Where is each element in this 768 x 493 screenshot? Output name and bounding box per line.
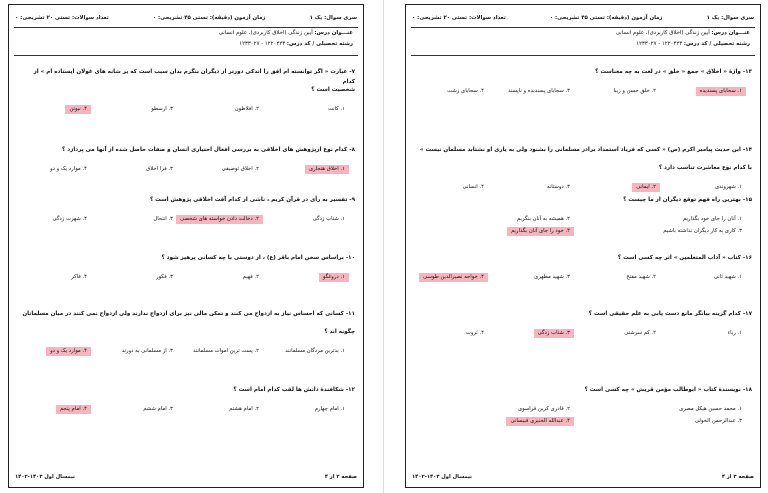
question-text: ۱۸- نویسندهٔ کتاب « ابوطالب مؤمن قریش » چه کسی است ؟ [584,387,752,393]
answer-option-selected: ۳. شتاب زدگی [534,329,574,338]
semester-label: نیمسال اول ۱۴۰۳-۱۴۰۲ [15,474,75,480]
semester-label: نیمسال اول ۱۴۰۳-۱۴۰۲ [412,474,472,480]
question-text: ۸- کدام نوع ازپژوهش های اخلاقی به بررسی افعال اختیاری انسان و صفات حاصل شده از آنها می پردازد ؟ [62,147,355,153]
answer-option: ۲. قادری کرین قراسوی [517,406,570,412]
answer-option: ۲. خلق حسن و زیبا [613,88,656,94]
course-label: عنـــوان درس: [711,30,750,36]
answer-option-selected: ۴. نیوتن [65,105,91,114]
question-text: ۱۲- شکافندهٔ دانش ها لقب کدام امام است ؟ [233,387,355,393]
question-text: ۱۶- کتاب « آداب المتعلمین » اثر چه کسی است ؟ [617,255,752,261]
header-bar [15,10,357,26]
answer-option: ۴. ثروت [465,330,484,336]
course-label: عنـــوان درس: [314,30,353,36]
answer-option: ۱. آنان را جای خود بگذاریم [682,216,742,222]
answer-options [17,165,355,177]
course-title: آیین زندگی (اخلاق کاربردی)، علوم انسانی [615,30,710,36]
question-text-cont: چگونه اند ؟ [324,329,355,335]
question-text-cont: شخصیت است ؟ [311,87,355,93]
answer-options [17,105,355,117]
answer-option: ۳. فکور [156,274,173,280]
header-rule [14,27,358,28]
question-count: تعداد سوالات: تستی ۲۰ تشریحی: ۰ [412,15,506,21]
answer-option-selected: ۴. خواجه نصیرالدین طوسی [419,273,488,282]
answer-option: ۱. ریاء [727,330,742,336]
question-text: ۱۴- این حدیث پیامبر اکرم (ص) « کسی که فریاد استمداد برادر مسلمانی را بشنود ولی به یاری او نشتابد مسلمان نیست » [419,147,752,153]
question-text: ۱۰- براساس سخن امام باقر (ع) ، از دوستی با چه کسانی پرهیز شود ؟ [161,255,355,261]
course-line [616,30,750,36]
answer-option: ۳. شهید مطهری [534,274,570,280]
question-text: ۷- عبارت « اگر توانسته ام افق را اندکی دورتر از دیگران بنگرم بدان سبب است که بر شانه های غولان ایستاده ام » از کدام [33,69,355,85]
question-text: ۱۷- کدام گزینه بیانگر مانع دست یابی به علم حقیقی است ؟ [588,311,752,317]
answer-option-selected: ۴. امام پنجم [56,405,91,414]
header-rule-bottom [411,55,755,56]
page-divider [383,0,384,493]
answer-option-selected: ۴. خود را جای آنان بگذاریم [507,227,574,236]
code-line [636,41,750,47]
answer-option: ۱. شهروندی [715,184,742,190]
question-text: ۱۵- بهترین راه فهم توقع دیگران از ما چیست ؟ [623,197,752,203]
answer-option-selected: ۱. سجایای پسندیده [696,87,746,96]
answer-option-selected: ۴. موارد یک و دو [46,347,91,356]
answer-option: ۲. افلاطون [234,106,259,112]
answer-option: ۲. کم سرشتی [624,330,656,336]
header-bar [412,10,754,26]
answer-options [17,215,355,227]
answer-option: ۱. کانت [327,106,345,112]
course-code: ۱۲۲۰۴۲۳ - ۱۲۳۳۰۲۷ [636,41,683,47]
answer-option-selected: ۲. دخالت دادن خواسته های شخصی [176,215,263,224]
answer-options [414,87,752,99]
answer-option: ۳. از مسلمانی به دورند [121,348,173,354]
answer-option: ۳. انتحال [153,216,173,222]
answer-option: ۲. پست ترین اموات مسلمانند [193,348,259,354]
answer-option-selected: ۱. دروغگو [319,273,349,282]
answer-options [414,273,752,285]
header-rule-bottom [14,55,358,56]
question-series: سری سوال: یک ۱ [309,15,357,21]
exam-page-left [8,4,364,488]
answer-option: ۲. شهید مفتح [626,274,656,280]
answer-option: ۳. دوستانه [546,184,570,190]
page-number: صفحه ۳ از ۴ [721,474,754,480]
question-text-cont: با کدام نوع معاشرت تناسب دارد ؟ [658,165,752,171]
answer-options [17,405,355,417]
answer-option: ۲. فهیم [242,274,259,280]
answer-option: ۳. ارسطو [151,106,173,112]
answer-option: ۳. کاری به کار دیگران نداشته باشیم [663,228,742,234]
course-line [219,30,353,36]
answer-option: ۴. موارد یک و دو [50,166,87,172]
question-count: تعداد سوالات: تستی ۲۰ تشریحی: ۰ [15,15,109,21]
answer-option-selected: ۱. اخلاق هنجاری [305,165,349,174]
answer-option: ۴. فاکر [71,274,87,280]
answer-option: ۱. محمد حسین هیکل مصری [679,406,742,412]
answer-option-selected: ۲. ایمانی [632,183,660,192]
question-text: ۹- تفسیر به رأی در قرآن کریم ، ناشی از کدام آفت اخلاقی پژوهش است ؟ [149,197,355,203]
question-text: ۱۱- کسانی که احساس نیاز به ازدواج می کنند و تمکن مالی نیز برای ازدواج ندارند ولی ازدواج نمی کنند در میان مسلمانان [22,311,355,317]
answer-option: ۱. شهید ثانی [713,274,742,280]
answer-option: ۲. همیشه به آنان بنگریم [517,216,570,222]
answer-options [414,183,752,195]
question-text: ۱۳- واژهٔ « اخلاق » جمع « خلق » در لغت به چه معناست ؟ [595,69,752,75]
answer-option: ۳. امام ششم [143,406,173,412]
page-footer [15,474,357,483]
answer-option: ۲. اخلاق توصیفی [221,166,259,172]
answer-options [414,329,752,341]
code-label: رشته تحصیلی / کد درس: [286,41,353,47]
answer-options [17,273,355,285]
question-series: سری سوال: یک ۱ [706,15,754,21]
answer-option: ۳. عبدالرحمن الخولی [694,418,742,424]
exam-duration: زمان آزمون (دقیقه): تستی ۴۵ تشریحی: ۰ [549,15,663,21]
answer-option: ۳. فرا اخلاق [146,166,173,172]
course-title: آیین زندگی (اخلاق کاربردی)، علوم انسانی [218,30,313,36]
page-number: صفحه ۲ از ۴ [324,474,357,480]
answer-option: ۴. سجایای زشت [447,88,484,94]
answer-option: ۱. بدترین مردگان مسلمانند [285,348,345,354]
answer-option-selected: ۴. عبدالله الخنیزی قبیسانی [506,417,574,426]
answer-option: ۳. سجایای پسندیده و ناپسند [508,88,570,94]
exam-duration: زمان آزمون (دقیقه): تستی ۴۵ تشریحی: ۰ [152,15,266,21]
course-code: ۱۲۲۰۴۲۳ - ۱۲۳۳۰۲۷ [239,41,286,47]
answer-options [17,347,355,359]
page-footer [412,474,754,483]
code-label: رشته تحصیلی / کد درس: [683,41,750,47]
answer-option: ۱. امام چهارم [314,406,345,412]
answer-option: ۴. شهرت زدگی [52,216,87,222]
answer-option: ۲. امام هشتم [229,406,259,412]
answer-option: ۴. انسانی [462,184,484,190]
code-line [239,41,353,47]
exam-page-right [405,4,761,488]
header-rule [411,27,755,28]
answer-option: ۱. شتاب زدگی [312,216,345,222]
